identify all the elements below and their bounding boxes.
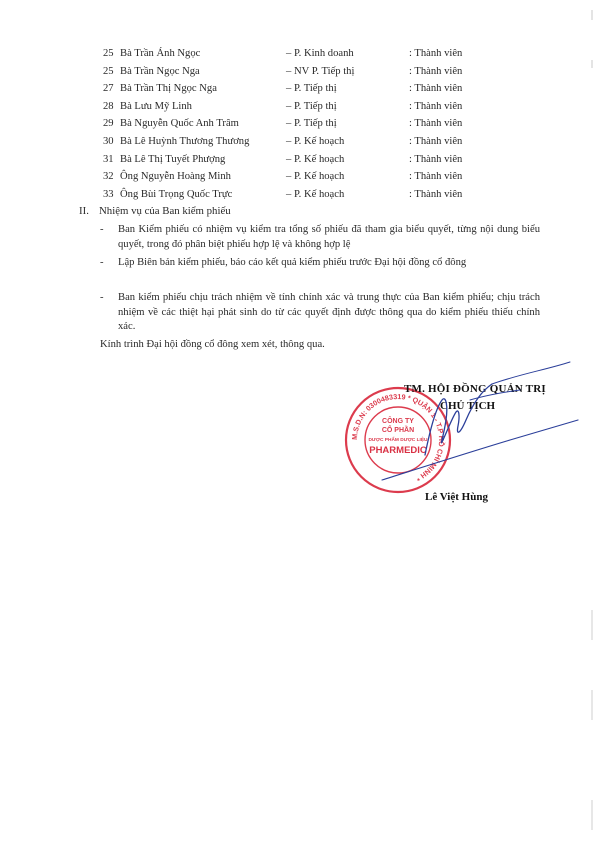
signer-name: Lê Việt Hùng — [425, 491, 488, 503]
member-row — [103, 80, 523, 98]
member-number: 28 — [103, 100, 114, 112]
seal-line: DƯỢC PHẨM DƯỢC LIỆU — [368, 438, 428, 443]
list-bullet: - — [100, 257, 104, 268]
member-number: 25 — [103, 48, 114, 59]
member-list — [103, 45, 523, 203]
scan-edge-marks — [587, 0, 597, 843]
member-department: – P. Tiếp thị — [286, 118, 337, 130]
member-name: Bà Trần Ngọc Nga — [120, 65, 200, 77]
member-role: : Thành viên — [409, 83, 463, 95]
member-row — [103, 45, 523, 63]
member-row — [103, 186, 523, 204]
member-role: : Thành viên — [409, 65, 463, 77]
member-name: Ông Bùi Trọng Quốc Trực — [120, 188, 233, 200]
seal-line: CÔNG TY — [382, 418, 414, 425]
closing-statement: Kính trình Đại hội đồng cổ đông xem xét, thông qua. — [100, 339, 325, 350]
duty-item — [100, 256, 540, 271]
section-number: II. — [79, 205, 89, 217]
list-bullet: - — [100, 292, 104, 303]
seal-brand: PHARMEDIC — [369, 445, 427, 456]
duty-item — [100, 291, 540, 335]
member-role: : Thành viên — [409, 153, 463, 165]
section-title: Nhiệm vụ của Ban kiểm phiếu — [99, 205, 231, 217]
member-row — [103, 168, 523, 186]
handwritten-signature — [380, 360, 580, 490]
duty-text: Ban Kiểm phiếu có nhiệm vụ kiểm tra tổng số phiếu đã tham gia biểu quyết, từng nội dung biểu quyết, trong đó phân biệt phiếu hợp lệ và không hợp lệ — [118, 224, 540, 250]
member-department: – P. Kế hoạch — [286, 188, 345, 200]
member-number: 32 — [103, 171, 114, 183]
seal-line: CỔ PHẦN — [381, 427, 415, 434]
member-row — [103, 98, 523, 116]
signature-title: CHỦ TỊCH — [440, 400, 496, 412]
member-number: 29 — [103, 118, 114, 130]
member-department: – P. Tiếp thị — [286, 83, 337, 95]
signature-organization: TM. HỘI ĐỒNG QUẢN TRỊ — [404, 383, 546, 395]
seal-ring-text: M.S.D.N: 0300483319 * QUẬN 1 - T.P HỒ CHÍ MINH * — [349, 391, 447, 484]
member-name: Bà Lê Thị Tuyết Phượng — [120, 153, 226, 165]
section-heading — [79, 205, 231, 217]
member-name: Ông Nguyễn Hoàng Minh — [120, 171, 231, 183]
member-number: 33 — [103, 188, 114, 200]
member-role: : Thành viên — [409, 100, 463, 112]
member-number: 25 — [103, 65, 114, 77]
member-row — [103, 133, 523, 151]
member-name: Bà Trần Thị Ngọc Nga — [120, 83, 217, 95]
member-department: – P. Kế hoạch — [286, 171, 345, 183]
duty-item — [100, 223, 540, 252]
member-role: : Thành viên — [409, 188, 463, 200]
member-department: – P. Kinh doanh — [286, 48, 354, 59]
member-role: : Thành viên — [409, 171, 463, 183]
member-row — [103, 115, 523, 133]
duty-text: Ban kiểm phiếu chịu trách nhiệm về tính chính xác và trung thực của Ban kiểm phiếu; chịu trách nhiệm về các thiệt hại phát sinh do từ các quyết định được thông qua do kiểm phiếu thiếu chính xác. — [118, 292, 540, 332]
member-department: – P. Kế hoạch — [286, 135, 345, 147]
list-bullet: - — [100, 224, 104, 235]
member-department: – P. Tiếp thị — [286, 100, 337, 112]
member-number: 31 — [103, 153, 114, 165]
duty-text: Lập Biên bản kiểm phiếu, báo cáo kết quả kiểm phiếu trước Đại hội đồng cổ đông — [118, 257, 467, 268]
member-row — [103, 151, 523, 169]
member-name: Bà Lưu Mỹ Linh — [120, 100, 192, 112]
member-department: – NV P. Tiếp thị — [286, 65, 355, 77]
member-number: 30 — [103, 135, 114, 147]
member-row — [103, 63, 523, 81]
member-name: Bà Trần Ánh Ngọc — [120, 48, 201, 59]
member-number: 27 — [103, 83, 114, 95]
member-name: Bà Lê Huỳnh Thương Thương — [120, 135, 250, 147]
member-department: – P. Kế hoạch — [286, 153, 345, 165]
member-role: : Thành viên — [409, 135, 463, 147]
member-role: : Thành viên — [409, 48, 463, 59]
member-name: Bà Nguyễn Quốc Anh Trâm — [120, 118, 239, 130]
member-role: : Thành viên — [409, 118, 463, 130]
